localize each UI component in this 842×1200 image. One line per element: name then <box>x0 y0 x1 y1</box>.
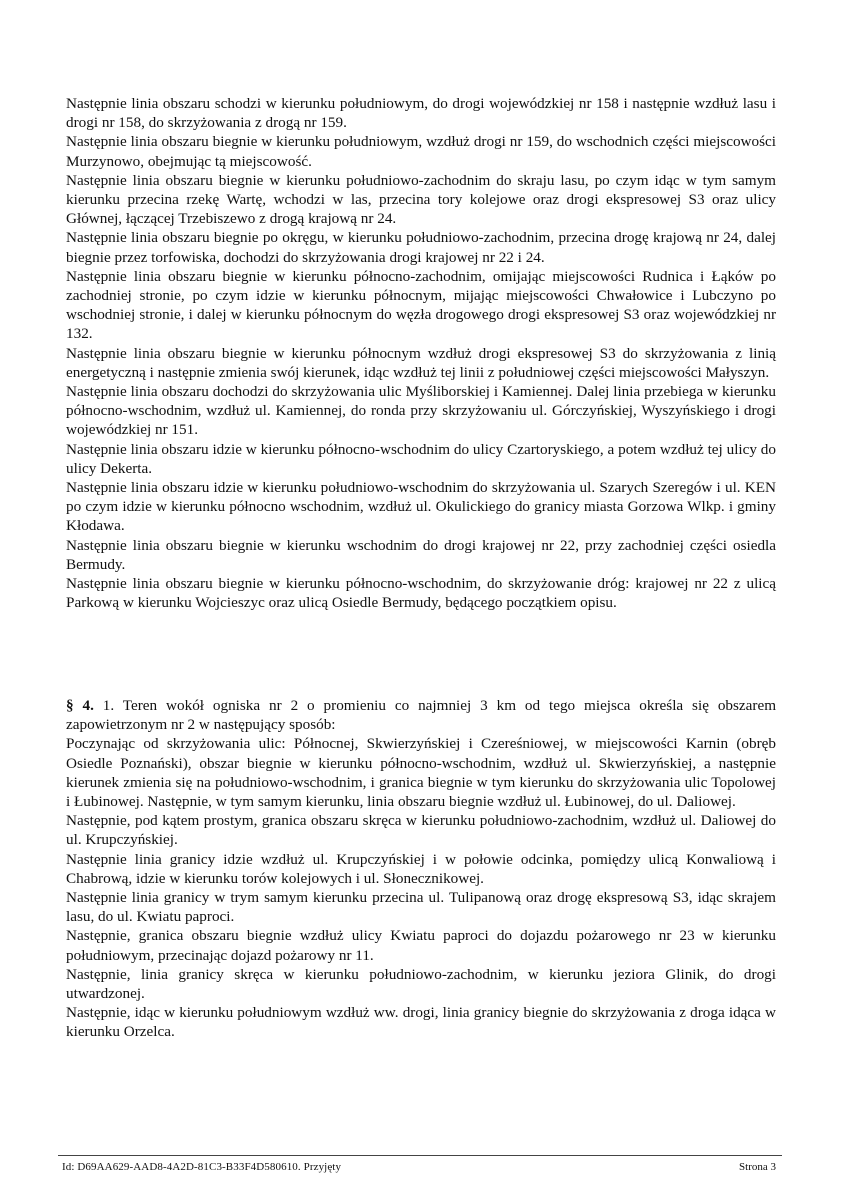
section-paragraph-4 <box>66 696 776 1042</box>
footer-divider <box>58 1155 782 1156</box>
section-intro-text: 1. Teren wokół ogniska nr 2 o promieniu co najmniej 3 km od tego miejsca określa się obszarem zapowietrzonym nr 2 w następujący sposób: <box>66 697 777 734</box>
section-intro <box>66 696 776 734</box>
paragraph: Następnie linia obszaru biegnie w kierunku południowo-zachodnim do skraju lasu, po czym idąc w tym samym kierunku przecina rzekę Wartę, wchodzi w las, przecina tory kolejowe oraz drogi ekspresowej S3 oraz ulicy Głównej, łączącej Trzebiszewo z drogą krajową nr 24. <box>66 171 776 228</box>
footer-document-id: Id: D69AA629-AAD8-4A2D-81C3-B33F4D580610. Przyjęty <box>62 1161 342 1173</box>
paragraph: Następnie linia obszaru biegnie po okręgu, w kierunku południowo-zachodnim, przecina drogę krajową nr 24, dalej biegnie przez torfowiska, dochodzi do skrzyżowania drogi krajowej nr 22 i 24. <box>66 229 776 266</box>
paragraph: Następnie linia obszaru idzie w kierunku północno-wschodnim do ulicy Czartoryskiego, a potem wzdłuż tej ulicy do ulicy Dekerta. <box>66 440 776 477</box>
paragraph: Następnie linia granicy w trym samym kierunku przecina ul. Tulipanową oraz drogę ekspresową S3, idąc skrajem lasu, do ul. Kwiatu paproci. <box>66 889 776 926</box>
section-heading: § 4. <box>66 697 94 714</box>
paragraph: Następnie linia obszaru biegnie w kierunku północnym wzdłuż drogi ekspresowej S3 do skrzyżowania z linią energetyczną i następnie zmienia swój kierunek, idąc wzdłuż tej linii z południowej części miejscowości Małyszyn. <box>66 344 776 381</box>
paragraph: Następnie, idąc w kierunku południowym wzdłuż ww. drogi, linia granicy biegnie do skrzyżowania z droga idąca w kierunku Orzelca. <box>66 1004 776 1041</box>
paragraph: Następnie linia obszaru dochodzi do skrzyżowania ulic Myśliborskiej i Kamiennej. Dalej linia przebiega w kierunku północno-wschodnim, wzdłuż ul. Kamiennej, do ronda przy skrzyżowaniu ul. Górczyńskiej, Wyszyńskiego i drogi wojewódzkiej nr 151. <box>66 383 776 439</box>
paragraph: Następnie linia obszaru schodzi w kierunku południowym, do drogi wojewódzkiej nr 158 i następnie wzdłuż lasu i drogi nr 158, do skrzyżowania z drogą nr 159. <box>66 95 776 132</box>
footer-page-number: Strona 3 <box>739 1161 776 1173</box>
paragraph: Następnie linia obszaru biegnie w kierunku północno-wschodnim, do skrzyżowanie dróg: krajowej nr 22 z ulicą Parkową w kierunku Wojcieszyc oraz ulicą Osiedle Bermudy, będącego początkiem opisu. <box>66 575 776 612</box>
paragraph: Następnie linia granicy idzie wzdłuż ul. Krupczyńskiej i w połowie odcinka, pomiędzy ulicą Konwaliową i Chabrową, idzie w kierunku torów kolejowych i ul. Słonecznikowej. <box>66 850 776 887</box>
paragraph: Następnie linia obszaru idzie w kierunku południowo-wschodnim do skrzyżowania ul. Szarych Szeregów i ul. KEN po czym idzie w kierunku północno wschodnim, wzdłuż ul. Okulickiego do granicy miasta Gorzowa Wlkp. i gminy Kłodawa. <box>66 479 776 535</box>
paragraph: Następnie, linia granicy skręca w kierunku południowo-zachodnim, w kierunku jeziora Glinik, do drogi utwardzonej. <box>66 965 776 1003</box>
paragraph: Następnie linia obszaru biegnie w kierunku północno-zachodnim, omijając miejscowości Rudnica i Łąków po zachodniej stronie, po czym idzie w kierunku północnym, mijając miejscowości Chwałowice i Lubczyno po wschodniej stronie, i dalej w kierunku północnym do węzła drogowego drogi ekspresowej S3 oraz wojewódzkiej nr 132. <box>66 267 776 343</box>
paragraph: Następnie linia obszaru biegnie w kierunku wschodnim do drogi krajowej nr 22, przy zachodniej części osiedla Bermudy. <box>66 536 776 573</box>
paragraph: Następnie, granica obszaru biegnie wzdłuż ulicy Kwiatu paproci do dojazdu pożarowego nr 23 w kierunku południowym, przecinając dojazd pożarowy nr 11. <box>66 927 776 964</box>
paragraph: Następnie linia obszaru biegnie w kierunku południowym, wzdłuż drogi nr 159, do wschodnich części miejscowości Murzynowo, obejmując tą miejscowość. <box>66 133 776 170</box>
section-boundary-description <box>66 94 776 612</box>
paragraph: Poczynając od skrzyżowania ulic: Północnej, Skwierzyńskiej i Czereśniowej, w miejscowości Karnin (obręb Osiedle Poznański), obszar biegnie w kierunku północno-wschodnim, wzdłuż ul. Skwierzyńskiej, a następnie kierunek zmienia się na południowo-wschodnim, i granica biegnie w tym kierunku do skrzyżowania ulic Topolowej i Łubinowej. Następnie, w tym samym kierunku, linia obszaru biegnie wzdłuż ul. Łubinowej, do ul. Daliowej. <box>66 735 776 811</box>
paragraph: Następnie, pod kątem prostym, granica obszaru skręca w kierunku południowo-zachodnim, wzdłuż ul. Daliowej do ul. Krupczyńskiej. <box>66 812 776 849</box>
